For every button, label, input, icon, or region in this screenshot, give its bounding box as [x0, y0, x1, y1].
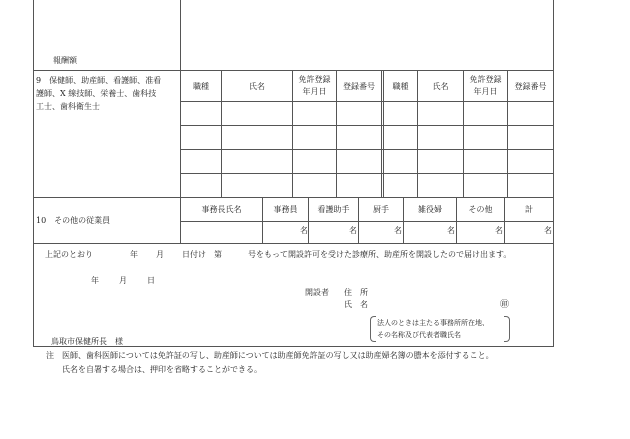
s9-header-license-2: 免許登録 [469, 75, 502, 84]
s10-unit-4: 名 [447, 226, 455, 235]
remuneration-label: 報酬額 [53, 56, 77, 65]
statement-body: 号をもって開設許可を受けた診療所、助産所を開設したので届け出ます。 [248, 250, 512, 259]
s10-header-janitor: 雑役婦 [418, 205, 442, 214]
s9-header-name: 氏名 [249, 82, 265, 91]
sign-day: 日 [147, 276, 155, 285]
addressee: 鳥取市保健所長 様 [51, 337, 123, 346]
s10-unit-5: 名 [495, 226, 503, 235]
section9-label-line1: 9 保健師、助産師、看護師、准看 [36, 76, 162, 85]
s9-header-regno: 登録番号 [343, 82, 375, 91]
corp-note-bracket-left [370, 316, 376, 342]
statement-date-text: 日付け 第 [182, 250, 222, 259]
note-1: 注 医師、歯科医師については免許証の写し、助産師については助産師免許証の写し又は助産婦名簿の謄本を添付すること。 [46, 351, 494, 360]
s9-header-date: 年月日 [302, 87, 327, 96]
s10-unit-2: 名 [349, 226, 357, 235]
corp-note-line2: その名称及び代表者職氏名 [377, 331, 461, 339]
s9-header-license: 免許登録 [298, 75, 331, 84]
s9-header-job: 職種 [193, 82, 209, 91]
statement-year: 年 [130, 250, 138, 259]
statement-lead: 上記のとおり [45, 250, 93, 259]
s10-header-cook: 厨手 [373, 205, 389, 214]
corp-note-line1: 法人のときは主たる事務所所在地、 [377, 319, 489, 327]
s9-header-regno-2: 登録番号 [514, 82, 547, 91]
s9-header-date-2: 年月日 [473, 87, 498, 96]
section9-label-line2: 護師、X 線技師、栄養士、歯科技 [36, 89, 157, 98]
s10-header-total: 計 [525, 205, 533, 214]
s10-unit-1: 名 [300, 226, 308, 235]
s10-header-clerk: 事務員 [273, 205, 298, 214]
s10-header-other: その他 [468, 205, 493, 214]
s10-header-director: 事務長氏名 [201, 205, 242, 214]
corp-note-bracket-right [504, 316, 510, 342]
sign-month: 月 [119, 276, 127, 285]
seal-mark: ㊞ [500, 300, 510, 310]
s10-header-nurse-aide: 看護助手 [317, 205, 350, 214]
note-2: 氏名を自署する場合は、押印を省略することができる。 [62, 365, 262, 374]
address-label: 住 所 [344, 288, 368, 297]
name-label: 氏 名 [344, 300, 368, 309]
section10-label: 10 その他の従業員 [36, 216, 111, 225]
s9-header-job-2: 職種 [392, 82, 409, 91]
s10-unit-3: 名 [394, 226, 402, 235]
s9-header-name-2: 氏名 [432, 82, 449, 91]
section9-label-line3: 工士、歯科衛生士 [36, 102, 100, 111]
sign-year: 年 [91, 276, 99, 285]
statement-month: 月 [156, 250, 164, 259]
s10-unit-6: 名 [544, 226, 552, 235]
founder-label: 開設者 [305, 288, 329, 297]
